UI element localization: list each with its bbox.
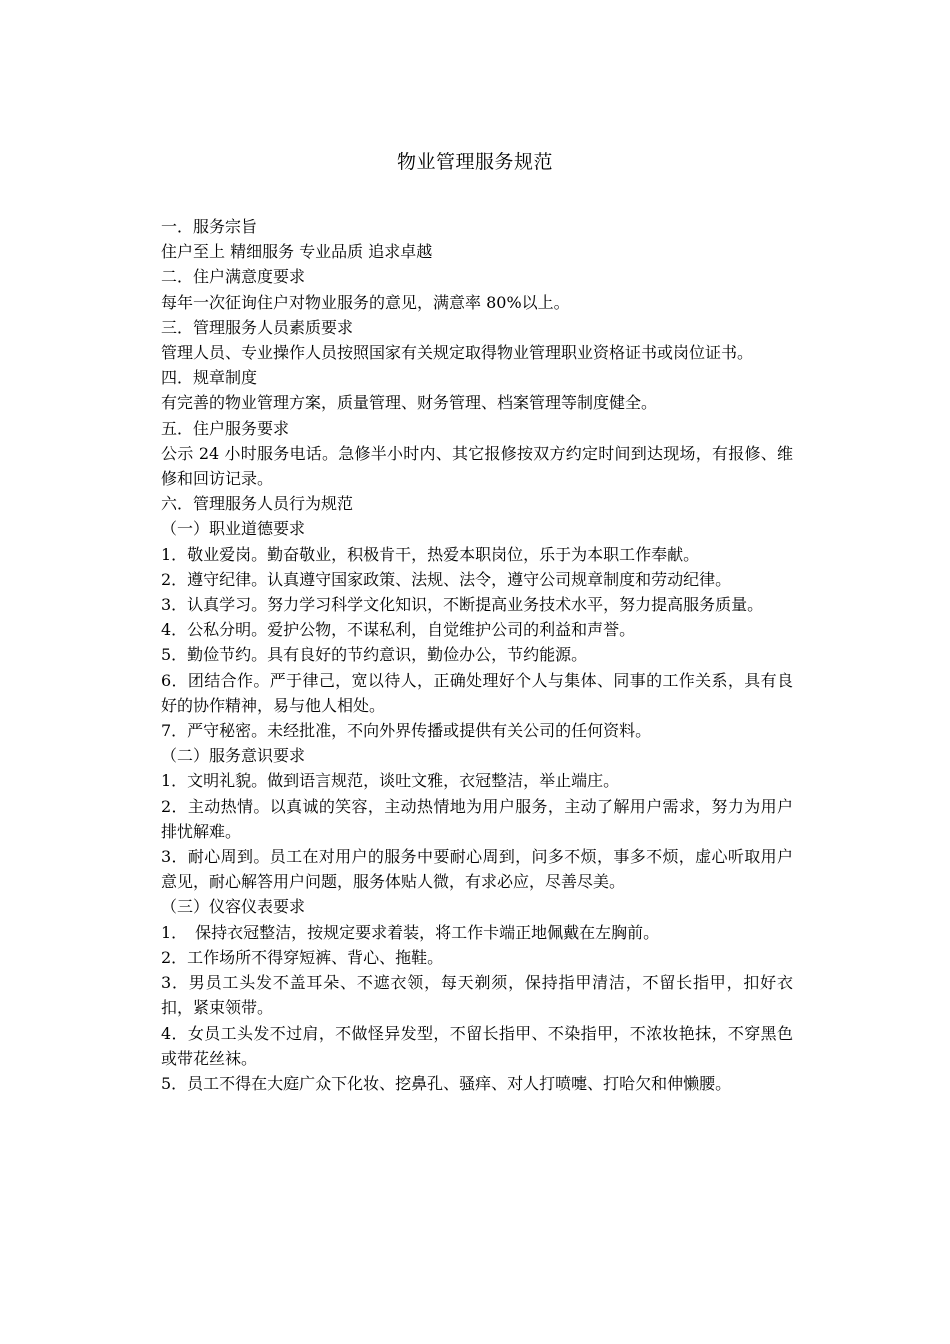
list-item: 3．耐心周到。员工在对用户的服务中要耐心周到，问多不烦，事多不烦，虚心听取用户意见，耐心解答用户问题，服务体贴人微，有求必应，尽善尽美。 bbox=[161, 847, 793, 892]
section-heading-rules: 四．规章制度 bbox=[161, 368, 258, 388]
list-item: 5．勤俭节约。具有良好的节约意识，勤俭办公，节约能源。 bbox=[161, 645, 588, 665]
section-heading-staff-quality: 三．管理服务人员素质要求 bbox=[161, 317, 354, 337]
document-title: 物业管理服务规范 bbox=[396, 151, 553, 173]
list-item: 1．敬业爱岗。勤奋敬业，积极肯干，热爱本职岗位，乐于为本职工作奉献。 bbox=[161, 544, 700, 564]
subsection-heading-appearance: （三）仪容仪表要求 bbox=[161, 897, 306, 917]
paragraph-satisfaction: 每年一次征询住户对物业服务的意见，满意率 80%以上。 bbox=[161, 292, 570, 312]
list-item: 2．遵守纪律。认真遵守国家政策、法规、法令，遵守公司规章制度和劳动纪律。 bbox=[161, 569, 732, 589]
section-heading-satisfaction: 二．住户满意度要求 bbox=[161, 267, 306, 287]
list-item: 1． 保持衣冠整洁，按规定要求着装，将工作卡端正地佩戴在左胸前。 bbox=[161, 922, 660, 942]
paragraph-staff-quality: 管理人员、专业操作人员按照国家有关规定取得物业管理职业资格证书或岗位证书。 bbox=[161, 343, 754, 363]
paragraph-resident-service: 公示 24 小时服务电话。急修半小时内、其它报修按双方约定时间到达现场，有报修、维修和回访记录。 bbox=[161, 443, 793, 489]
list-item: 3．男员工头发不盖耳朵、不遮衣领，每天剃须，保持指甲清洁，不留长指甲，扣好衣扣，紧束领带。 bbox=[161, 973, 793, 1018]
list-item: 2．工作场所不得穿短裤、背心、拖鞋。 bbox=[161, 947, 444, 967]
list-item: 6．团结合作。严于律己，宽以待人，正确处理好个人与集体、同事的工作关系，具有良好的协作精神，易与他人相处。 bbox=[161, 670, 793, 715]
section-heading-conduct: 六．管理服务人员行为规范 bbox=[161, 494, 354, 514]
list-item: 5．员工不得在大庭广众下化妆、挖鼻孔、骚痒、对人打喷嚏、打哈欠和伸懒腰。 bbox=[161, 1073, 732, 1093]
list-item: 3．认真学习。努力学习科学文化知识，不断提高业务技术水平，努力提高服务质量。 bbox=[161, 595, 764, 615]
document-body bbox=[161, 214, 793, 1096]
paragraph-purpose: 住户至上 精细服务 专业品质 追求卓越 bbox=[161, 242, 433, 262]
list-item: 4．女员工头发不过肩，不做怪异发型，不留长指甲、不染指甲，不浓妆艳抹，不穿黑色或带花丝袜。 bbox=[161, 1023, 793, 1068]
subsection-heading-service-awareness: （二）服务意识要求 bbox=[161, 746, 306, 766]
section-heading-resident-service: 五．住户服务要求 bbox=[161, 418, 290, 438]
list-item: 4．公私分明。爱护公物，不谋私利，自觉维护公司的利益和声誉。 bbox=[161, 620, 636, 640]
list-item: 2．主动热情。以真诚的笑容，主动热情地为用户服务，主动了解用户需求，努力为用户排忧解难。 bbox=[161, 796, 793, 841]
subsection-heading-ethics: （一）职业道德要求 bbox=[161, 519, 306, 539]
paragraph-rules: 有完善的物业管理方案，质量管理、财务管理、档案管理等制度健全。 bbox=[161, 393, 658, 413]
list-item: 7．严守秘密。未经批准，不向外界传播或提供有关公司的任何资料。 bbox=[161, 721, 652, 741]
section-heading-purpose: 一．服务宗旨 bbox=[161, 217, 258, 236]
list-item: 1．文明礼貌。做到语言规范，谈吐文雅，衣冠整洁，举止端庄。 bbox=[161, 771, 620, 791]
